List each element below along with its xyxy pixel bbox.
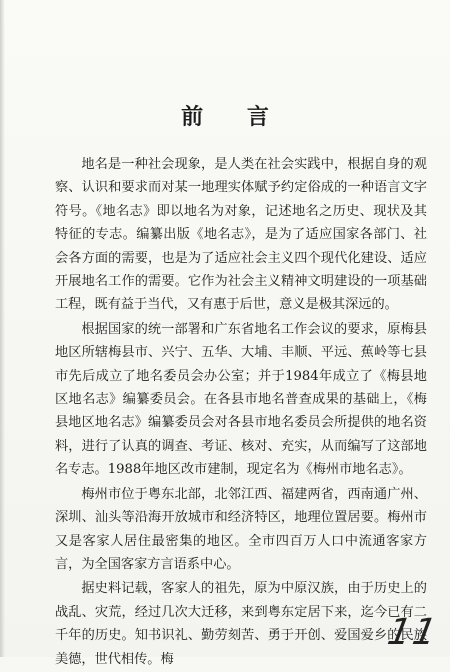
page-edge-shadow [0, 0, 5, 657]
paragraph-4: 据史料记载，客家人的祖先，原为中原汉族，由于历史上的战乱、灾荒，经过几次大迁移，来到粤东定居下来，迄今已有二千年的历史。知书识礼、勤劳刻苦、勇于开创、爱国爱乡的民族美德，世代相传。梅 [55, 581, 427, 667]
paragraph-1: 地名是一种社会现象，是人类在社会实践中，根据自身的观察、认识和要求而对某一地理实体赋予约定俗成的一种语言文字符号。《地名志》即以地名为对象，记述地名之历史、现状及其特征的专志。编纂出版《地名志》，是为了适应国家各部门、社会各方面的需要，也是为了适应社会主义四个现代化建设、适应开展地名工作的需要。它作为社会主义精神文明建设的一项基础工程，既有益于当代，又有惠于后世，意义是极其深远的。 [55, 157, 427, 313]
body-text [55, 153, 427, 672]
page-number: 11 [384, 612, 442, 653]
paragraph-2: 根据国家的统一部署和广东省地名工作会议的要求，原梅县地区所辖梅县市、兴宁、五华、大埔、丰顺、平远、蕉岭等七县市先后成立了地名委员会办公室；并于1984年成立了《梅县地区地名志》编纂委员会。在各县市地名普查成果的基础上，《梅县地区地名志》编纂委员会对各县市地名委员会所提供的地名资料，进行了认真的调查、考证、核对、充实，从而编写了这部地名专志。1988年地区改市建制，现定名为《梅州市地名志》。 [55, 321, 427, 478]
paragraph-3: 梅州市位于粤东北部，北邻江西、福建两省，西南通广州、深圳、汕头等沿海开放城市和经济特区，地理位置居要。梅州市又是客家人居住最密集的地区。全市四百万人口中流通客家方言，为全国客家方言语系中心。 [55, 486, 427, 572]
page-title: 前 言 [181, 104, 287, 130]
